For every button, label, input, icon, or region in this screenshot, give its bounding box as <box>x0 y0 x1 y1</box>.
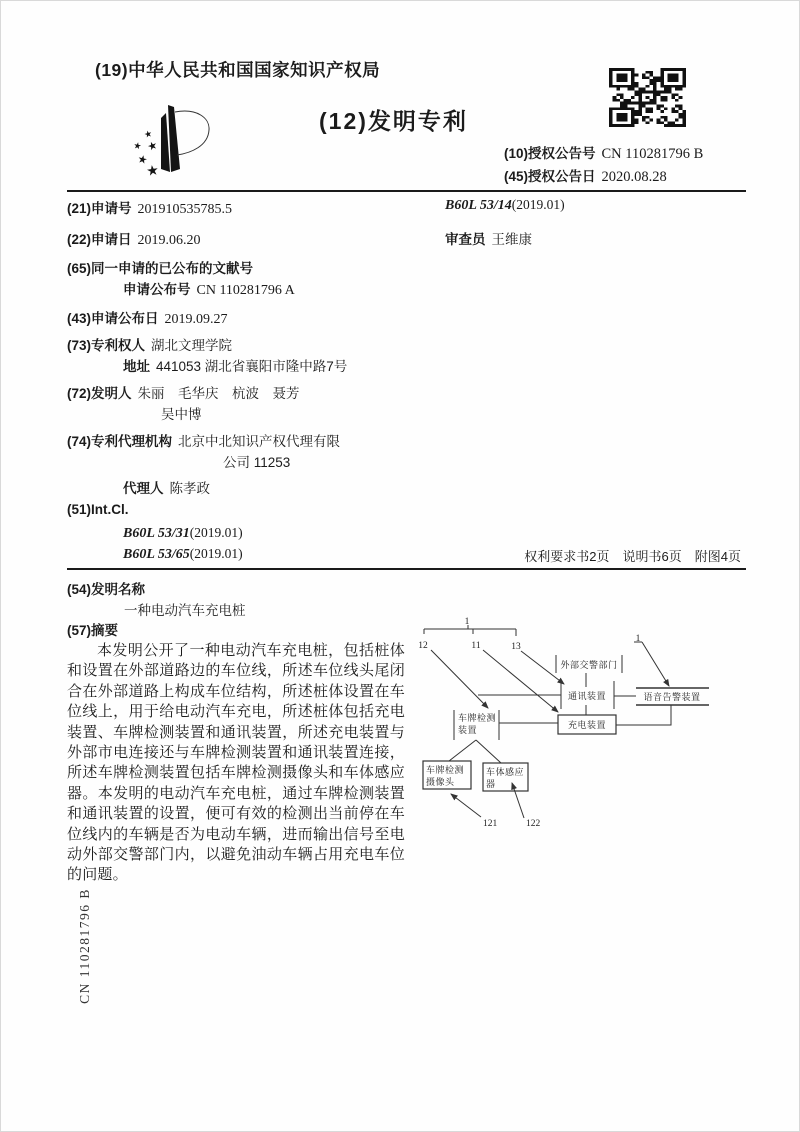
invention-title-label: (54)发明名称 <box>67 582 146 597</box>
header-divider <box>67 190 746 192</box>
agent-row <box>123 477 210 497</box>
invention-title: 一种电动汽车充电桩 <box>124 603 246 618</box>
biblio-divider <box>67 568 746 570</box>
application-number-value: 201910535785.5 <box>137 202 233 217</box>
application-number-label: (21)申请号 <box>67 201 132 216</box>
ref-13: 13 <box>511 642 521 652</box>
inventors-line1: 朱丽 毛华庆 杭波 聂芳 <box>137 386 300 401</box>
examiner-name: 王维康 <box>491 232 532 247</box>
box-sensor-line1: 车体感应 <box>486 767 525 777</box>
ref-121: 121 <box>483 819 498 829</box>
box-voice-alarm: 语音告警装置 <box>643 692 701 702</box>
ipc2-row <box>123 545 243 563</box>
agency-name-line2: 公司 11253 <box>223 455 291 470</box>
inventors-label: (72)发明人 <box>67 386 132 401</box>
grant-no-value: CN 110281796 B <box>601 146 704 162</box>
pages-count-info: 权利要求书2页 说明书6页 附图4页 <box>524 549 741 564</box>
publication-date-label: (43)申请公布日 <box>67 311 159 326</box>
svg-text:★: ★ <box>132 140 143 152</box>
box-charge-device: 充电装置 <box>567 720 607 730</box>
qr-code <box>609 68 686 127</box>
box-plate-device-line2: 装置 <box>458 725 478 735</box>
abstract-label: (57)摘要 <box>67 623 119 638</box>
application-date-row <box>67 228 201 249</box>
publication-number-value: CN 110281796 A <box>196 283 295 298</box>
address-label: 地址 <box>123 359 150 374</box>
svg-text:★: ★ <box>136 153 149 167</box>
grant-no-label: (10)授权公告号 <box>504 146 596 161</box>
application-date-value: 2019.06.20 <box>137 233 201 248</box>
ipc2-code: B60L 53/65 <box>123 547 190 562</box>
box-camera-line1: 车牌检测 <box>426 765 465 775</box>
svg-text:★: ★ <box>145 139 160 154</box>
examiner-row <box>445 228 532 248</box>
abstract-text: 本发明公开了一种电动汽车充电桩，包括桩体和设置在外部道路边的车位线，所述车位线头尾闭合在外部道路上构成车位结构，所述桩体设置在车位线上，用于给电动汽车充电，所述桩体包括充电装置、车牌检测装置和通讯装置，所述充电装置与外部市电连接还与车牌检测装置和通讯装置连接，所述车牌检测装置包括车牌检测摄像头和车体感应器。本发明的电动汽车充电桩，通过车牌检测装置和通讯装置的设置，便可有效的检测出当前停在车位线内的车辆是否为电动车辆，进而输出信号至电动外部交警部门内，以避免油动车辆占用充电车位的问题。 <box>67 643 405 884</box>
agency-name-line1: 北京中北知识产权代理有限 <box>178 434 341 449</box>
grant-date-row <box>504 165 667 186</box>
ref-voice: 1 <box>635 634 641 644</box>
address-row <box>123 355 347 375</box>
patent-office-title: (19)中华人民共和国国家知识产权局 <box>95 60 381 80</box>
agency-row <box>67 430 340 450</box>
address-value: 441053 湖北省襄阳市隆中路7号 <box>156 359 348 374</box>
ipc-main-row <box>445 197 565 214</box>
patentee-name: 湖北文理学院 <box>151 338 233 353</box>
patentee-row <box>67 334 232 354</box>
ref-122: 122 <box>526 819 541 829</box>
publication-number-label: 申请公布号 <box>123 282 191 297</box>
ipc1-code: B60L 53/31 <box>123 526 190 541</box>
agent-label: 代理人 <box>123 481 164 496</box>
prior-publication-label: (65)同一申请的已公布的文献号 <box>67 261 254 276</box>
box-sensor-line2: 器 <box>486 779 496 789</box>
document-kind-title: (12)发明专利 <box>319 108 468 134</box>
cnipa-logo-graphic <box>119 96 219 186</box>
examiner-label: 审查员 <box>445 232 486 247</box>
box-camera-line2: 摄像头 <box>426 777 455 787</box>
publication-number-row <box>123 278 295 299</box>
publication-date-value: 2019.09.27 <box>164 312 228 327</box>
inventors-row <box>67 382 300 402</box>
ref-1-bracket: 1 <box>464 617 470 627</box>
block-diagram <box>406 613 751 848</box>
application-number-row <box>67 197 232 218</box>
ipc2-year: (2019.01) <box>189 546 243 561</box>
ipc1-row <box>123 524 243 542</box>
abstract-figure <box>406 613 751 848</box>
box-police-dept: 外部交警部门 <box>560 660 618 670</box>
ref-12: 12 <box>418 641 428 651</box>
grant-date-label: (45)授权公告日 <box>504 169 596 184</box>
cnipa-logo <box>119 96 219 186</box>
box-comm-device: 通讯装置 <box>567 691 607 701</box>
agency-label: (74)专利代理机构 <box>67 434 173 449</box>
inventors-line2: 吴中博 <box>161 407 202 422</box>
intcl-label: (51)Int.Cl. <box>67 502 129 517</box>
grant-date-value: 2020.08.28 <box>601 169 667 185</box>
ipc-main-code: B60L 53/14 <box>445 198 512 213</box>
application-date-label: (22)申请日 <box>67 232 132 247</box>
ref-11: 11 <box>471 641 481 651</box>
grant-publication-number-row <box>504 142 703 163</box>
ipc1-year: (2019.01) <box>189 525 243 540</box>
patentee-label: (73)专利权人 <box>67 338 146 353</box>
ipc-main-year: (2019.01) <box>511 197 565 212</box>
publication-date-row <box>67 307 228 328</box>
agent-name: 陈孝政 <box>169 481 210 496</box>
svg-text:★: ★ <box>142 128 154 140</box>
side-document-code: CN 110281796 B <box>77 888 92 1004</box>
svg-text:★: ★ <box>145 161 160 179</box>
box-plate-device-line1: 车牌检测 <box>458 713 497 723</box>
